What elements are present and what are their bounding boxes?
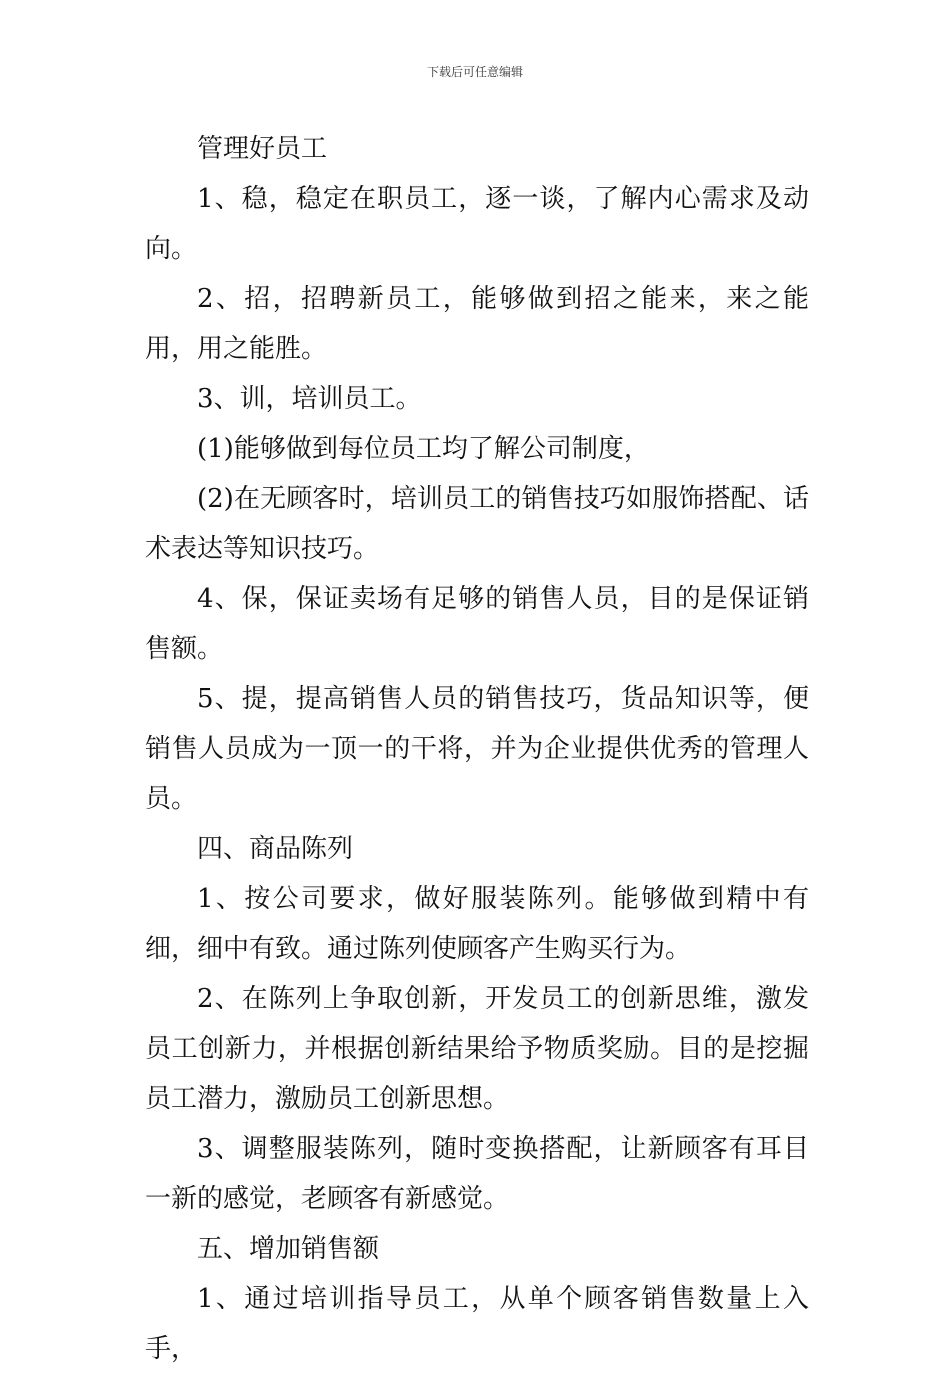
header-note: 下载后可任意编辑 <box>426 65 523 79</box>
paragraph-stabilize: 1、稳，稳定在职员工，逐一谈，了解内心需求及动向。 <box>145 184 809 264</box>
paragraph-display-3: 3、调整服装陈列，随时变换搭配，让新顾客有耳目一新的感觉，老顾客有新感觉。 <box>145 1134 809 1214</box>
heading-manage-staff: 管理好员工 <box>197 134 328 164</box>
document-body <box>145 124 809 1374</box>
paragraph-train-item-1: (1)能够做到每位员工均了解公司制度， <box>197 434 650 464</box>
paragraph-sales-1: 1、通过培训指导员工，从单个顾客销售数量上入手， <box>145 1284 809 1364</box>
paragraph-display-2: 2、在陈列上争取创新，开发员工的创新思维，激发员工创新力，并根据创新结果给予物质奖励。目的是挖掘员工潜力，激励员工创新思想。 <box>145 984 809 1114</box>
heading-increase-sales: 五、增加销售额 <box>197 1234 380 1264</box>
paragraph-train: 3、训，培训员工。 <box>197 384 422 414</box>
paragraph-improve: 5、提，提高销售人员的销售技巧，货品知识等，便销售人员成为一顶一的干将，并为企业提供优秀的管理人员。 <box>145 684 809 814</box>
paragraph-display-1: 1、按公司要求，做好服装陈列。能够做到精中有细，细中有致。通过陈列使顾客产生购买行为。 <box>145 884 809 964</box>
paragraph-train-item-2: (2)在无顾客时，培训员工的销售技巧如服饰搭配、话术表达等知识技巧。 <box>145 484 809 564</box>
paragraph-recruit: 2、招，招聘新员工，能够做到招之能来，来之能用，用之能胜。 <box>145 284 809 364</box>
paragraph-ensure: 4、保，保证卖场有足够的销售人员，目的是保证销售额。 <box>145 584 809 664</box>
heading-merchandise-display: 四、商品陈列 <box>197 834 354 864</box>
